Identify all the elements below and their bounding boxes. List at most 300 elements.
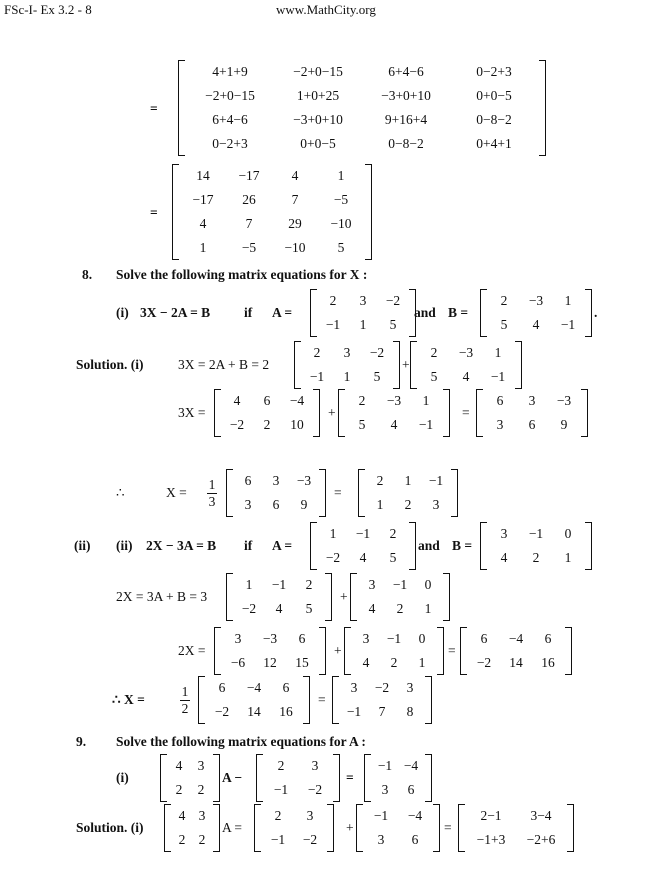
right-bracket [581, 389, 588, 437]
matrix-cell: 4 [291, 168, 299, 183]
matrix-cell: 9 [560, 417, 568, 432]
matrix-cell: 1 [564, 550, 572, 565]
matrix-grid [318, 289, 408, 337]
matrix-cell: 2 [430, 345, 438, 360]
right-bracket [515, 341, 522, 389]
and-text: and [414, 305, 436, 320]
matrix-grid [366, 469, 450, 517]
left-bracket [332, 676, 339, 724]
matrix-left [172, 804, 212, 852]
left-bracket [480, 522, 487, 570]
matrix-cell: 2 [263, 417, 271, 432]
left-bracket [344, 627, 351, 675]
matrix-a [318, 289, 408, 337]
matrix-grid [234, 573, 324, 621]
fraction [207, 478, 217, 509]
matrix-cell: −6 [230, 655, 246, 670]
right-bracket [585, 522, 592, 570]
matrix-cell: 5 [500, 317, 508, 332]
matrix-cell: −1 [355, 526, 371, 541]
matrix-cell: 2 [532, 550, 540, 565]
matrix-cell: 1 [376, 497, 384, 512]
matrix-a-operator: A − [222, 770, 243, 785]
matrix-cell: 0 [418, 631, 426, 646]
matrix-grid [318, 522, 408, 570]
matrix-cell: 2 [390, 655, 398, 670]
plus-sign: + [346, 820, 354, 835]
matrix-cell: 6 [496, 393, 504, 408]
matrix-cell: 9 [300, 497, 308, 512]
matrix-grid [488, 522, 584, 570]
matrix-cell: 2 [175, 782, 183, 797]
fraction-numerator: 1 [208, 477, 216, 492]
matrix-cell: 0−8−2 [388, 136, 424, 151]
matrix-grid [488, 289, 584, 337]
matrix-cell: 2 [358, 393, 366, 408]
matrix-cell: 3 [244, 497, 252, 512]
equals-sign: = [448, 643, 456, 658]
matrix-cell: 3 [432, 497, 440, 512]
left-bracket [410, 341, 417, 389]
equation-text: 2X = [178, 643, 206, 658]
matrix-cell: 4 [362, 655, 370, 670]
matrix-cell: 3 [234, 631, 242, 646]
matrix-cell: −2 [241, 601, 257, 616]
matrix-cell: 4 [275, 601, 283, 616]
left-bracket [294, 341, 301, 389]
matrix-grid [372, 754, 424, 802]
left-bracket [350, 573, 357, 621]
plus-sign: + [402, 357, 410, 372]
matrix-cell: 6 [298, 631, 306, 646]
header-center: www.MathCity.org [276, 2, 376, 17]
matrix-cell: 3−4 [530, 808, 552, 823]
right-bracket [327, 804, 334, 852]
matrix-cell: −1 [373, 808, 389, 823]
matrix-grid [364, 804, 432, 852]
matrix-cell: −1 [271, 577, 287, 592]
matrix-cell: 3 [343, 345, 351, 360]
fraction-numerator: 1 [181, 684, 189, 699]
matrix-b [358, 573, 442, 621]
right-bracket [425, 676, 432, 724]
right-bracket [451, 469, 458, 517]
matrix-cell: −3 [262, 631, 278, 646]
matrix-cell: 3 [359, 293, 367, 308]
equation-text: 3X − 2A = B [140, 305, 211, 320]
right-bracket [319, 469, 326, 517]
matrix-cell: 16 [279, 704, 293, 719]
matrix-cell: 6 [218, 680, 226, 695]
matrix-x-result [366, 469, 450, 517]
part-label: (i) [116, 305, 129, 320]
matrix-cell: 2 [376, 473, 384, 488]
matrix-cell: 0−2+3 [476, 64, 512, 79]
matrix-2a [222, 389, 312, 437]
matrix-grid [468, 627, 564, 675]
matrix-cell: 1 [424, 601, 432, 616]
matrix-cell: 6 [407, 782, 415, 797]
matrix-b [418, 341, 514, 389]
matrix-cell: 4 [199, 216, 207, 231]
matrix-cell: 4 [462, 369, 470, 384]
matrix-cell: 0+4+1 [476, 136, 512, 151]
matrix-grid [180, 164, 364, 260]
matrix-cell: 2 [274, 808, 282, 823]
matrix-3x [234, 469, 318, 517]
matrix-cell: 0+0−5 [476, 88, 512, 103]
matrix-grid [340, 676, 424, 724]
matrix-grid [222, 627, 318, 675]
matrix-left [168, 754, 212, 802]
matrix-a [234, 573, 324, 621]
right-bracket [437, 627, 444, 675]
matrix-2x [468, 627, 564, 675]
matrix-cell: −1 [418, 417, 434, 432]
matrix-cell: −1 [270, 832, 286, 847]
if-text: if [244, 538, 253, 553]
left-bracket [214, 627, 221, 675]
equals-sign: = [150, 101, 158, 116]
right-bracket [433, 804, 440, 852]
matrix-sum-expanded [466, 804, 566, 852]
matrix-cell: 5 [305, 601, 313, 616]
left-bracket [256, 754, 263, 802]
period: . [594, 305, 598, 320]
matrix-cell: 2 [198, 832, 206, 847]
matrix-cell: −1 [325, 317, 341, 332]
left-bracket [254, 804, 261, 852]
right-bracket [213, 754, 220, 802]
fraction [180, 685, 190, 716]
matrix-cell: −1 [490, 369, 506, 384]
matrix-cell: 4 [178, 808, 186, 823]
equals-sign: = [346, 770, 354, 785]
matrix-result [364, 804, 432, 852]
left-bracket [480, 289, 487, 337]
equation-text: 2X − 3A = B [146, 538, 217, 553]
matrix-cell: −1 [377, 758, 393, 773]
matrix-cell: 6 [544, 631, 552, 646]
matrix-cell: 4 [368, 601, 376, 616]
matrix-b [488, 522, 584, 570]
matrix-cell: 0+0−5 [300, 136, 336, 151]
matrix-cell: 1 [418, 655, 426, 670]
header-left: FSc-I- Ex 3.2 - 8 [4, 2, 92, 17]
matrix-grid [466, 804, 566, 852]
matrix-cell: −2 [385, 293, 401, 308]
matrix-cell: 1 [422, 393, 430, 408]
matrix-cell: −4 [403, 758, 419, 773]
right-bracket [303, 676, 310, 724]
matrix-cell: 2 [329, 293, 337, 308]
matrix-grid [418, 341, 514, 389]
plus-sign: + [340, 589, 348, 604]
matrix-b [346, 389, 442, 437]
matrix-cell: 1 [343, 369, 351, 384]
matrix-grid [172, 804, 212, 852]
part-label: (ii) [74, 538, 91, 553]
right-bracket [409, 522, 416, 570]
matrix-b-label: B = [452, 538, 473, 553]
right-bracket [443, 573, 450, 621]
matrix-cell: 3 [496, 417, 504, 432]
matrix-cell: 6 [480, 631, 488, 646]
solution-label: Solution. (i) [76, 357, 144, 372]
matrix-cell: 16 [541, 655, 555, 670]
matrix-cell: 4 [500, 550, 508, 565]
matrix-cell: −2 [374, 680, 390, 695]
matrix-cell: 12 [263, 655, 277, 670]
matrix-result [372, 754, 424, 802]
matrix-cell: 9+16+4 [384, 112, 428, 127]
matrix-cell: −3 [528, 293, 544, 308]
matrix-cell: 0 [564, 526, 572, 541]
matrix-cell: 5 [430, 369, 438, 384]
matrix-cell: 1 [359, 317, 367, 332]
matrix-cell: 2 [396, 601, 404, 616]
left-bracket [476, 389, 483, 437]
right-bracket [539, 60, 546, 156]
matrix-cell: 26 [242, 192, 256, 207]
matrix-a-label: A = [272, 305, 293, 320]
matrix-cell: 2 [313, 345, 321, 360]
matrix-cell: 5 [337, 240, 345, 255]
matrix-cell: −1 [346, 704, 362, 719]
matrix-cell: −1 [386, 631, 402, 646]
matrix-cell: 29 [288, 216, 302, 231]
left-bracket [358, 469, 365, 517]
right-bracket [565, 627, 572, 675]
matrix-grid [222, 389, 312, 437]
matrix-cell: −10 [330, 216, 352, 231]
matrix-cell: 3 [198, 808, 206, 823]
plus-sign: + [328, 405, 336, 420]
matrix-cell: −2 [307, 782, 323, 797]
matrix-cell: −4 [289, 393, 305, 408]
left-bracket [172, 164, 179, 260]
matrix-cell: 2 [178, 832, 186, 847]
left-bracket [198, 676, 205, 724]
matrix-3a [222, 627, 318, 675]
matrix-a [318, 522, 408, 570]
sub-part-label: (ii) [116, 538, 133, 553]
matrix-cell: 3 [528, 393, 536, 408]
matrix-cell: 6 [272, 497, 280, 512]
therefore-equation: ∴ X = [112, 692, 145, 707]
equation-text: 3X = 2A + B = 2 [178, 357, 270, 372]
matrix-cell: −1 [309, 369, 325, 384]
matrix-cell: −3 [296, 473, 312, 488]
matrix-cell: 6+4−6 [212, 112, 248, 127]
matrix-cell: 3 [197, 758, 205, 773]
matrix-cell: 0−8−2 [476, 112, 512, 127]
matrix-cell: 7 [245, 216, 253, 231]
matrix-grid [264, 754, 332, 802]
and-text: and [418, 538, 440, 553]
matrix-cell: −4 [246, 680, 262, 695]
matrix-cell: 3 [350, 680, 358, 695]
matrix-grid [346, 389, 442, 437]
matrix-cell: −1 [560, 317, 576, 332]
matrix-cell: 3 [406, 680, 414, 695]
matrix-cell: 1 [199, 240, 207, 255]
matrix-cell: −2 [325, 550, 341, 565]
right-bracket [365, 164, 372, 260]
solution-label: Solution. (i) [76, 820, 144, 835]
matrix-cell: 1 [564, 293, 572, 308]
matrix-cell: 14 [509, 655, 523, 670]
equation-text: 3X = [178, 405, 206, 420]
matrix-cell: −2 [302, 832, 318, 847]
matrix-grid [302, 341, 392, 389]
matrix-cell: 2 [277, 758, 285, 773]
matrix-cell: −17 [238, 168, 260, 183]
matrix-cell: −1 [273, 782, 289, 797]
matrix-cell: 3 [311, 758, 319, 773]
matrix-cell: −2 [369, 345, 385, 360]
matrix-cell: 6+4−6 [388, 64, 424, 79]
matrix-cell: 14 [247, 704, 261, 719]
matrix-b [352, 627, 436, 675]
matrix-cell: 1 [494, 345, 502, 360]
equation-text: 2X = 3A + B = 3 [116, 589, 208, 604]
matrix-cell: 5 [373, 369, 381, 384]
matrix-cell: 4+1+9 [212, 64, 248, 79]
matrix-cell: 6 [282, 680, 290, 695]
question-text: Solve the following matrix equations for A : [116, 734, 366, 749]
matrix-cell: −3+0+10 [293, 112, 343, 127]
left-bracket [164, 804, 171, 852]
matrix-grid [358, 573, 442, 621]
equals-sign: = [462, 405, 470, 420]
plus-sign: + [334, 643, 342, 658]
matrix-cell: 10 [290, 417, 304, 432]
matrix-grid [352, 627, 436, 675]
matrix-cell: −3+0+10 [381, 88, 431, 103]
right-bracket [325, 573, 332, 621]
matrix-grid [206, 676, 302, 724]
matrix-cell: 2 [404, 497, 412, 512]
matrix-cell: 2 [389, 526, 397, 541]
matrix-cell: 7 [291, 192, 299, 207]
if-text: if [244, 305, 253, 320]
right-bracket [213, 804, 220, 852]
matrix-cell: −2 [229, 417, 245, 432]
matrix-cell: 1 [329, 526, 337, 541]
equals-sign: = [444, 820, 452, 835]
therefore-symbol: ∴ [116, 485, 125, 500]
matrix-cell: 3 [362, 631, 370, 646]
matrix-cell: 1 [245, 577, 253, 592]
matrix-grid [234, 469, 318, 517]
left-bracket [458, 804, 465, 852]
right-bracket [585, 289, 592, 337]
matrix-cell: −1 [392, 577, 408, 592]
right-bracket [313, 389, 320, 437]
left-bracket [310, 522, 317, 570]
matrix-cell: 3 [306, 808, 314, 823]
matrix-cell: −2+0−15 [293, 64, 343, 79]
equation-text: A = [222, 820, 242, 835]
matrix-cell: 4 [532, 317, 540, 332]
matrix-cell: 6 [411, 832, 419, 847]
matrix-cell: 3 [272, 473, 280, 488]
matrix-cell: 1+0+25 [296, 88, 340, 103]
matrix-cell: 3 [368, 577, 376, 592]
matrix-cell: −3 [458, 345, 474, 360]
left-bracket [310, 289, 317, 337]
fraction-denominator: 2 [181, 701, 189, 716]
left-bracket [460, 627, 467, 675]
matrix-b [262, 804, 326, 852]
left-bracket [214, 389, 221, 437]
matrix-cell: 3 [500, 526, 508, 541]
matrix-cell: 4 [390, 417, 398, 432]
right-bracket [443, 389, 450, 437]
right-bracket [319, 627, 326, 675]
matrix-cell: 2 [305, 577, 313, 592]
equals-sign: = [334, 485, 342, 500]
left-bracket [160, 754, 167, 802]
matrix-cell: −2+0−15 [205, 88, 255, 103]
matrix-x-result [340, 676, 424, 724]
matrix-cell: −1 [528, 526, 544, 541]
left-bracket [364, 754, 371, 802]
equals-sign: = [318, 692, 326, 707]
matrix-cell: −2+6 [526, 832, 556, 847]
fraction-denominator: 3 [208, 494, 216, 509]
matrix-cell: −5 [241, 240, 257, 255]
matrix-cell: 6 [263, 393, 271, 408]
matrix-b-label: B = [448, 305, 469, 320]
matrix-cell: −3 [386, 393, 402, 408]
question-number: 9. [76, 734, 87, 749]
matrix-cell: 4 [175, 758, 183, 773]
matrix-2x [206, 676, 302, 724]
matrix-3x [484, 389, 580, 437]
matrix-cell: 7 [378, 704, 386, 719]
matrix-cell: −10 [284, 240, 306, 255]
matrix-cell: 1 [404, 473, 412, 488]
matrix-grid [262, 804, 326, 852]
question-number: 8. [82, 267, 93, 282]
matrix-cell: 6 [244, 473, 252, 488]
matrix-cell: 15 [295, 655, 309, 670]
matrix-cell: 0 [424, 577, 432, 592]
matrix-b [264, 754, 332, 802]
matrix-cell: 5 [389, 550, 397, 565]
matrix-cell: −2 [214, 704, 230, 719]
matrix-cell: 4 [233, 393, 241, 408]
equals-sign: = [150, 205, 158, 220]
part-label: (i) [116, 770, 129, 785]
matrix-cell: 3 [381, 782, 389, 797]
matrix-cell: −2 [476, 655, 492, 670]
matrix-cell: −3 [556, 393, 572, 408]
matrix-sum-result [180, 164, 364, 260]
matrix-cell: 2 [197, 782, 205, 797]
matrix-cell: −4 [407, 808, 423, 823]
matrix-b [488, 289, 584, 337]
matrix-cell: −17 [192, 192, 214, 207]
left-bracket [178, 60, 185, 156]
left-bracket [226, 573, 233, 621]
matrix-cell: −4 [508, 631, 524, 646]
matrix-cell: −1+3 [476, 832, 506, 847]
left-bracket [338, 389, 345, 437]
matrix-grid [186, 60, 538, 156]
